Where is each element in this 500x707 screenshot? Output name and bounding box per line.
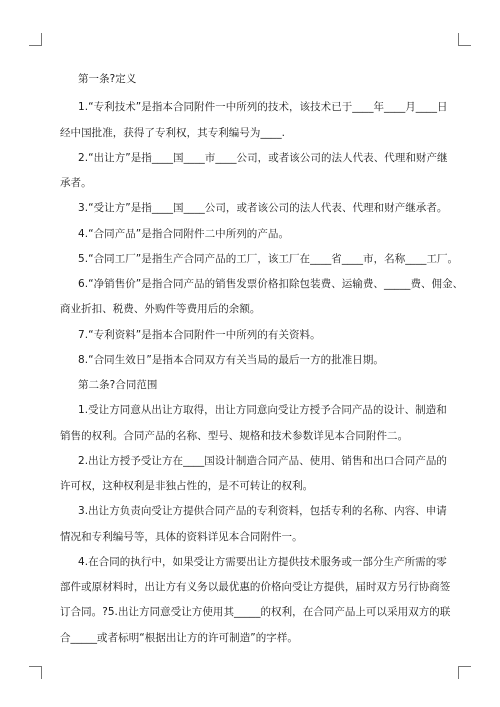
text-line: 2.“出让方”是指____国____市____公司，或者该公司的法人代表、代理和财产继 <box>78 152 448 164</box>
text-line: 7.“专利资料”是指本合同附件一中所列的有关资料。 <box>78 329 321 341</box>
text-line: 经中国批准，获得了专利权，其专利编号为____. <box>60 127 286 139</box>
text-line: 部件或原材料时，出让方有义务以最优惠的价格向受让方提供，届时双方另行协商签 <box>60 581 451 593</box>
text-line: 5.“合同工厂”是指生产合同产品的工厂，该工厂在____省____市，名称____工厂。 <box>78 253 459 265</box>
text-line: 许可权，这种权利是非独占性的，是不可转让的权利。 <box>60 480 314 492</box>
text-line: 4.在合同的执行中，如果受让方需要出让方提供技术服务或一部分生产所需的零 <box>78 556 447 568</box>
text-line: 商业折扣、税费、外购件等费用后的余额。 <box>60 303 261 315</box>
text-line: 3.“受让方”是指____国____公司，或者该公司的法人代表、代理和财产继承者。 <box>78 202 448 214</box>
text-line: 1.受让方同意从出让方取得，出让方同意向受让方授予合同产品的设计、制造和 <box>78 404 447 416</box>
text-line: 8.“合同生效日”是指本合同双方有关当局的最后一方的批准日期。 <box>78 354 384 366</box>
text-line: 销售的权利。合同产品的名称、型号、规格和技术参数详见本合同附件二。 <box>60 430 409 442</box>
text-line: 情况和专利编号等，具体的资料详见本合同附件一。 <box>60 531 303 543</box>
section-heading-1: 第一条?定义 <box>78 73 137 85</box>
text-line: 合_____或者标明“根据出让方的许可制造”的字样。 <box>60 632 298 644</box>
section-heading-2: 第二条?合同范围 <box>78 379 158 391</box>
text-line: 6.“净销售价”是指合同产品的销售发票价格扣除包装费、运输费、_____费、佣金、 <box>78 278 464 290</box>
text-line: 2.出让方授予受让方在____国设计制造合同产品、使用、销售和出口合同产品的 <box>78 455 447 467</box>
text-line: 订合同。?5.出让方同意受让方使用其_____的权利，在合同产品上可以采用双方的联 <box>60 606 451 618</box>
text-line: 3.出让方负责向受让方提供合同产品的专利资料，包括专利的名称、内容、申请 <box>78 505 447 517</box>
text-line: 承者。 <box>60 177 92 189</box>
text-line: 4.“合同产品”是指合同附件二中所列的产品。 <box>78 228 289 240</box>
text-line: 1.“专利技术”是指本合同附件一中所列的技术，该技术已于____年____月____日 <box>78 101 448 113</box>
